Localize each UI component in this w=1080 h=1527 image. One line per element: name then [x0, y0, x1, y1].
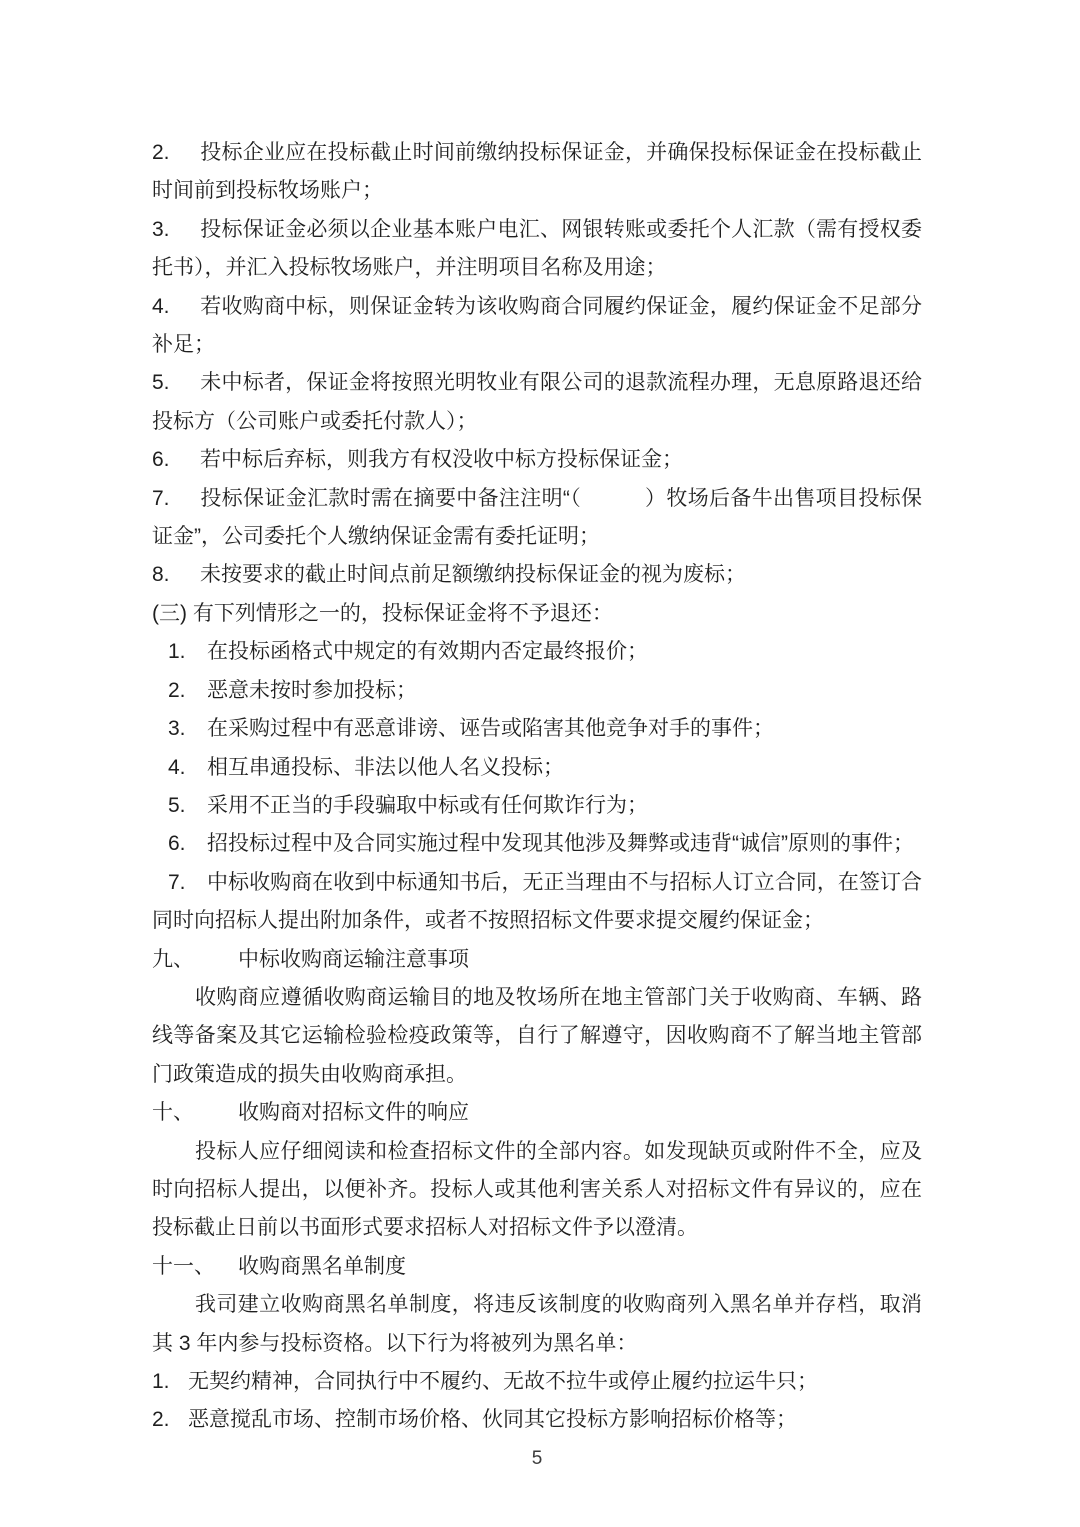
list-item: [152, 364, 922, 441]
list-item-text: 中标收购商在收到中标通知书后，无正当理由不与招标人订立合同，在签订合同时向招标人提出附加条件，或者不按照招标文件要求提交履约保证金；: [152, 870, 922, 933]
list-item-text: 招投标过程中及合同实施过程中发现其他涉及舞弊或违背“诚信”原则的事件；: [207, 832, 914, 856]
body-paragraph-text: 投标人应仔细阅读和检查招标文件的全部内容。如发现缺页或附件不全，应及时向招标人提出，以便补齐。投标人或其他利害关系人对招标文件有异议的，应在投标截止日前以书面形式要求招标人对招标文件予以澄清。: [152, 1139, 922, 1240]
body-paragraph-text: 我司建立收购商黑名单制度，将违反该制度的收购商列入黑名单并存档，取消其 3 年内参与投标资格。以下行为将被列为黑名单：: [152, 1293, 922, 1355]
list-item: [152, 672, 922, 710]
list-item-number: 5.: [152, 371, 170, 395]
list-item-text: 投标保证金汇款时需在摘要中备注注明“（ ）牧场后备牛出售项目投标保证金”，公司委托个人缴纳保证金需有委托证明；: [152, 486, 922, 549]
section-heading-10: [152, 1094, 922, 1132]
list-item: [152, 480, 922, 557]
list-item-text: 若中标后弃标，则我方有权没收中标方投标保证金；: [200, 448, 683, 472]
section-number: 九、: [152, 947, 194, 971]
body-paragraph-text: 收购商应遵循收购商运输目的地及牧场所在地主管部门关于收购商、车辆、路线等备案及其它运输检验检疫政策等，自行了解遵守，因收购商不了解当地主管部门政策造成的损失由收购商承担。: [152, 985, 922, 1086]
list-item: [152, 134, 922, 211]
list-item-text: 在采购过程中有恶意诽谤、诬告或陷害其他竞争对手的事件；: [207, 717, 774, 741]
list-item-text: 相互串通投标、非法以他人名义投标；: [207, 755, 564, 779]
list-item-text: 恶意搅乱市场、控制市场价格、伙同其它投标方影响招标价格等；: [188, 1408, 797, 1432]
list-item: [152, 441, 922, 479]
section-number: 十、: [152, 1101, 194, 1125]
list-item-text: 投标企业应在投标截止时间前缴纳投标保证金，并确保投标保证金在投标截止时间前到投标牧场账户；: [152, 141, 922, 203]
list-item-number: 3.: [152, 217, 170, 241]
list-item-number: 7.: [168, 870, 186, 894]
list-item: [152, 1363, 922, 1401]
list-item: [152, 211, 922, 288]
list-item-text: 未中标者，保证金将按照光明牧业有限公司的退款流程办理，无息原路退还给投标方（公司账户或委托付款人）；: [152, 371, 922, 433]
list-item-text: 恶意未按时参加投标；: [207, 678, 417, 702]
list-item-number: 2.: [152, 141, 170, 164]
list-item: [152, 633, 922, 671]
list-item-text: 无契约精神，合同执行中不履约、无故不拉牛或停止履约拉运牛只；: [188, 1370, 818, 1393]
list-item-text: 未按要求的截止时间点前足额缴纳投标保证金的视为废标；: [200, 563, 746, 587]
list-item-number: 3.: [168, 717, 186, 741]
list-item-text: 采用不正当的手段骗取中标或有任何欺诈行为；: [207, 793, 648, 817]
body-paragraph: [152, 979, 922, 1094]
body-paragraph: [152, 1133, 922, 1248]
list-item: [152, 556, 922, 594]
list-item-number: 1.: [168, 640, 186, 664]
list-item: [152, 825, 922, 863]
list-item-number: 6.: [152, 448, 170, 472]
list-item-text: 在投标函格式中规定的有效期内否定最终报价；: [207, 640, 648, 664]
list-item: [152, 749, 922, 787]
list-item-number: 4.: [168, 755, 186, 779]
list-item-number: 4.: [152, 294, 170, 318]
list-item-number: 6.: [168, 832, 186, 856]
list-item-number: 5.: [168, 793, 186, 817]
list-item: [152, 1401, 922, 1439]
list-item: [152, 710, 922, 748]
section-title: 收购商对招标文件的响应: [238, 1101, 469, 1125]
body-paragraph: [152, 1286, 922, 1363]
list-item-text: 若收购商中标，则保证金转为该收购商合同履约保证金，履约保证金不足部分补足；: [152, 294, 922, 357]
list-item-number: 7.: [152, 486, 170, 510]
list-item-number: 1.: [152, 1370, 170, 1393]
list-item: [152, 864, 922, 941]
list-item-number: 2.: [152, 1408, 170, 1432]
section-heading-9: [152, 941, 922, 979]
page-number: 5: [531, 1447, 543, 1469]
sublist-header-text: (三) 有下列情形之一的，投标保证金将不予退还：: [152, 601, 613, 625]
list-item: [152, 288, 922, 365]
list-item: [152, 787, 922, 825]
section-heading-11: [152, 1248, 922, 1286]
section-title: 中标收购商运输注意事项: [238, 947, 469, 971]
list-item-text: 投标保证金必须以企业基本账户电汇、网银转账或委托个人汇款（需有授权委托书），并汇入投标牧场账户，并注明项目名称及用途；: [152, 217, 922, 280]
section-title: 收购商黑名单制度: [238, 1254, 406, 1278]
sublist-header: [152, 595, 922, 633]
list-item-number: 2.: [168, 678, 186, 702]
section-number: 十一、: [152, 1254, 215, 1278]
list-item-number: 8.: [152, 563, 170, 587]
